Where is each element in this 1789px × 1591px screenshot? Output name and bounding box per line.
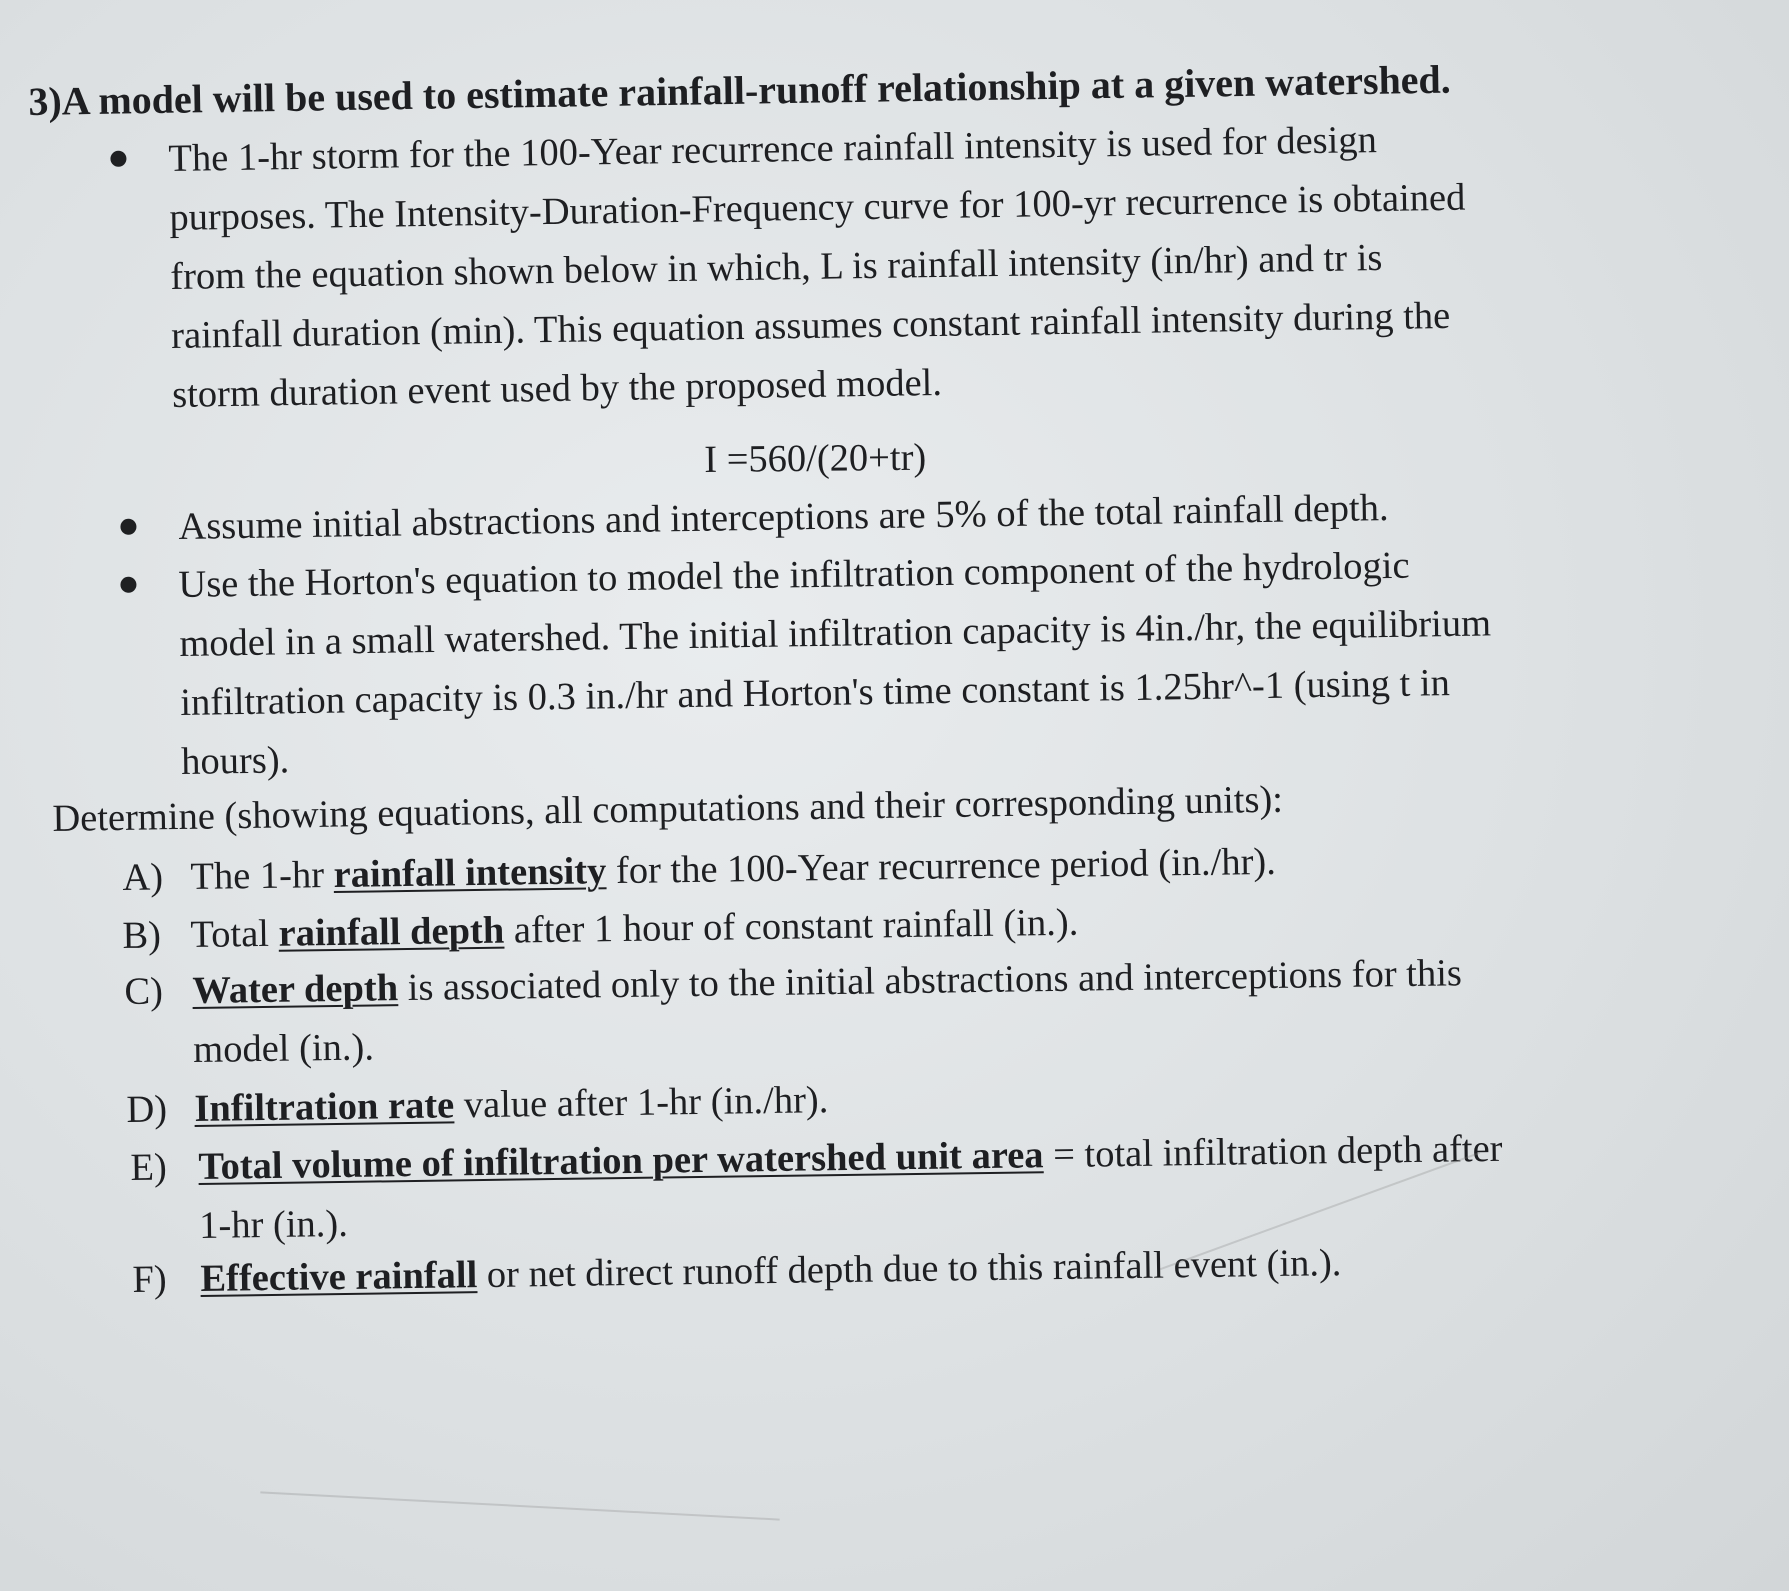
bullet-line: Assume initial abstractions and interceptions are 5% of the total rainfall depth.: [178, 486, 1389, 548]
bullet-icon: [110, 151, 126, 167]
part-text: is associated only to the initial abstractions and interceptions for this: [397, 952, 1463, 1010]
part-text-continued: 1-hr (in.).: [198, 1202, 349, 1247]
screen-smudge: [260, 1491, 779, 1520]
bullet-line: storm duration event used by the proposed model.: [171, 361, 943, 416]
part-text: after 1 hour of constant rainfall (in.).: [503, 901, 1079, 952]
bullet-line: Use the Horton's equation to model the infiltration component of the hydrologic: [178, 544, 1410, 606]
determine-instruction: Determine (showing equations, all computations and their corresponding units):: [52, 778, 1284, 840]
part-key-term: Total volume of infiltration per watershed unit area: [198, 1134, 1044, 1188]
part-text: or net direct runoff depth due to this rainfall event (in.).: [476, 1242, 1342, 1297]
bullet-line: rainfall duration (min). This equation assumes constant rainfall intensity during the: [170, 294, 1451, 357]
bullet-icon: [120, 519, 136, 535]
part-letter: F): [132, 1258, 167, 1301]
bullet-line: The 1-hr storm for the 100-Year recurrence rainfall intensity is used for design: [168, 119, 1378, 180]
part-letter: C): [124, 970, 164, 1013]
part-letter: A): [122, 856, 164, 899]
part-key-term: rainfall depth: [278, 909, 505, 955]
part-text: Total: [190, 912, 279, 956]
part-key-term: Infiltration rate: [194, 1084, 455, 1130]
bullet-line: model in a small watershed. The initial infiltration capacity is 4in./hr, the equilibrium: [179, 602, 1492, 665]
part-text: value after 1-hr (in./hr).: [453, 1079, 829, 1127]
part-c: [124, 944, 1463, 1080]
part-key-term: Water depth: [192, 967, 399, 1012]
part-text: The 1-hr: [190, 853, 334, 898]
part-letter: E): [130, 1146, 168, 1189]
part-d: [126, 1071, 829, 1139]
bullet-item-horton: [178, 535, 1493, 792]
idf-equation: I =560/(20+tr): [704, 436, 927, 481]
bullet-line: infiltration capacity is 0.3 in./hr and Horton's time constant is 1.25hr^-1 (using t in: [179, 662, 1451, 724]
question-title: 3)A model will be used to estimate rainfall-runoff relationship at a given watershed.: [28, 56, 1452, 124]
part-text-continued: model (in.).: [192, 1026, 375, 1071]
part-key-term: Effective rainfall: [200, 1254, 478, 1300]
bullet-line: hours).: [180, 739, 290, 783]
part-text: for the 100-Year recurrence period (in./hr).: [606, 840, 1277, 893]
bullet-icon: [120, 577, 136, 593]
part-letter: B): [122, 914, 162, 957]
part-text: = total infiltration depth after: [1043, 1127, 1503, 1177]
bullet-line: from the equation shown below in which, L is rainfall intensity (in/hr) and tr is: [169, 236, 1383, 298]
bullet-item-storm: [168, 110, 1469, 425]
part-key-term: rainfall intensity: [333, 850, 607, 896]
bullet-line: purposes. The Intensity-Duration-Frequency curve for 100-yr recurrence is obtained: [169, 176, 1466, 239]
part-a: [122, 833, 1277, 907]
part-letter: D): [126, 1088, 168, 1131]
